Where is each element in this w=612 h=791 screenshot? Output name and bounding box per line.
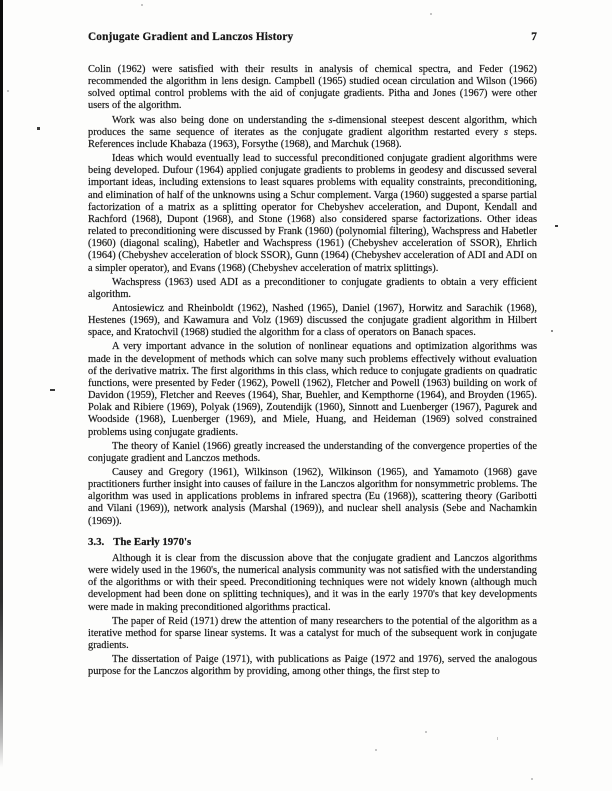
section-number: 3.3.: [88, 535, 105, 548]
paragraph: Ideas which would eventually lead to successful preconditioned conjugate gradient algorithms were being developed. Dufour (1964) applied conjugate gradients to problems in geodesy and discussed several important ideas, including extensions to least squares problems with equality constraints, preconditioning, and elimination of half of the unknowns using a Schur complement. Varga (1960) suggested a sparse partial factorization of a matrix as a splitting operator for Chebyshev acceleration, and Dupont, Kendall and Rachford (1968), Dupont (1968), and Stone (1968) also considered sparse factorizations. Other ideas related to preconditioning were discussed by Frank (1960) (polynomial filtering), Wachspress and Habetler (1960) (diagonal scaling), Habetler and Wachspress (1961) (Chebyshev acceleration of SSOR), Ehrlich (1964) (Chebyshev acceleration of block SSOR), Gunn (1964) (Chebyshev acceleration of ADI and ADI on a simpler operator), and Evans (1968) (Chebyshev acceleration of matrix splittings).: [88, 153, 537, 274]
section-title: The Early 1970's: [113, 535, 192, 548]
scan-speck: [430, 13, 432, 15]
document-body: [88, 64, 537, 679]
paragraph: The paper of Reid (1971) drew the attention of many researchers to the potential of the algorithm as a iterative method for sparse linear systems. It was a catalyst for much of the subsequent work in conjugate gradients.: [88, 615, 537, 652]
scan-speck: [375, 749, 377, 751]
scan-dash-artifact: [50, 389, 55, 391]
section-heading: [88, 536, 537, 548]
scan-speck: [497, 737, 498, 740]
running-head-title: Conjugate Gradient and Lanczos History: [88, 31, 294, 43]
paragraph: Although it is clear from the discussion above that the conjugate gradient and Lanczos algorithms were widely used in the 1960's, the numerical analysis community was not satisfied with the understanding of the algorithms or with their speed. Preconditioning techniques were not widely known (although much development had been done on splitting techniques), and it was in the early 1970's that key developments were made in making preconditioned algorithms practical.: [88, 552, 537, 613]
scan-speck: [7, 90, 9, 92]
paragraph: The theory of Kaniel (1966) greatly increased the understanding of the convergence properties of the conjugate gradient and Lanczos methods.: [88, 440, 537, 464]
paragraph: Causey and Gregory (1961), Wilkinson (1962), Wilkinson (1965), and Yamamoto (1968) gave practitioners further insight into causes of failure in the Lanczos algorithm for nonsymmetric problems. The algorithm was used in applications problems in infrared spectra (Eu (1968)), scattering theory (Garibotti and Vilani (1969)), network analysis (Marshal (1969)), and nuclear shell analysis (Sebe and Nachamkin (1969)).: [88, 467, 537, 527]
page-number: 7: [531, 31, 537, 43]
scan-speck: [551, 330, 553, 332]
paragraph: A very important advance in the solution of nonlinear equations and optimization algorithms was made in the development of methods which can solve many such problems effectively without evaluation of the derivative matrix. The first algorithms in this class, which reduce to conjugate gradients on quadratic functions, were presented by Feder (1962), Powell (1962), Fletcher and Powell (1963) building on work of Davidon (1959), Fletcher and Reeves (1964), Shar, Buehler, and Kempthorne (1964), and Broyden (1965). Polak and Ribiere (1969), Polyak (1969), Zoutendijk (1960), Sinnott and Luenberger (1967), Pagurek and Woodside (1968), Luenberger (1969), and Miele, Huang, and Heideman (1969) solved constrained problems using conjugate gradients.: [88, 341, 537, 438]
scan-speck: [37, 127, 40, 130]
running-head: [88, 31, 537, 43]
paragraph: The dissertation of Paige (1971), with publications as Paige (1972 and 1976), served the analogous purpose for the Lanczos algorithm by providing, among other things, the first step to: [88, 654, 537, 678]
paragraph: Wachspress (1963) used ADI as a preconditioner to conjugate gradients to obtain a very efficient algorithm.: [88, 276, 537, 300]
paragraph: Colin (1962) were satisfied with their results in analysis of chemical spectra, and Feder (1962) recommended the algorithm in lens design. Campbell (1965) studied ocean circulation and Wilson (1966) solved optimal control problems with the aid of conjugate gradients. Pitha and Jones (1967) were other users of the algorithm.: [88, 64, 537, 112]
scan-edge-artifact: [0, 0, 3, 791]
paragraph: Antosiewicz and Rheinboldt (1962), Nashed (1965), Daniel (1967), Horwitz and Sarachik (1968), Hestenes (1969), and Kawamura and Volz (1969) discussed the conjugate gradient algorithm in Hilbert space, and Kratochvil (1968) studied the algorithm for a class of operators on Banach spaces.: [88, 302, 537, 339]
scan-speck: [425, 731, 427, 733]
paragraph: Work was also being done on understanding the s-dimensional steepest descent algorithm, which produces the same sequence of iterates as the conjugate gradient algorithm restarted every s steps. References include Khabaza (1963), Forsythe (1968), and Marchuk (1968).: [88, 114, 537, 150]
scan-speck: [531, 778, 533, 780]
scan-speck: [555, 225, 558, 227]
scan-speck: [141, 4, 143, 6]
